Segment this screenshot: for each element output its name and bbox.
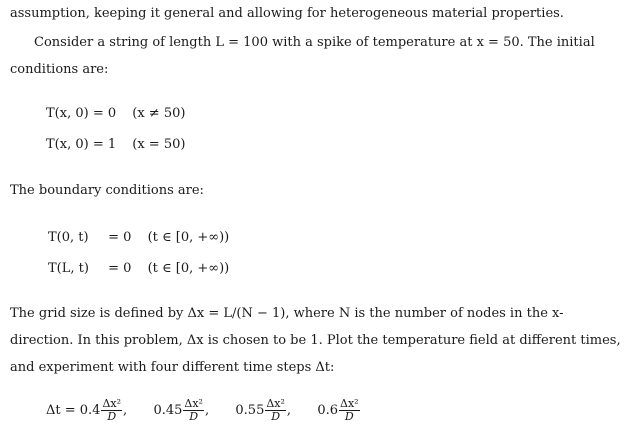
timestep-coef-3: 0.55 [235,403,265,418]
timestep-fraction-3 [265,398,286,423]
boundary-condition-2-rhs: = 0 [108,261,132,276]
timestep-fraction-4 [339,398,360,423]
timestep-list [46,398,361,423]
separator: , [286,403,292,418]
timestep-fraction-1 [101,398,122,423]
fraction-numerator: Δx² [266,397,285,410]
boundary-condition-1-cond: (t ∈ [0, +∞)) [147,230,230,245]
intro-line-2: Consider a string of length L = 100 with a spike of temperature at x = 50. The initial [34,35,595,50]
boundary-condition-2-lhs: T(L, t) [48,261,89,276]
fraction-denominator: D [344,410,354,423]
timestep-fraction-2 [183,398,204,423]
timestep-lhs: Δt = [46,403,80,418]
fraction-numerator: Δx² [184,397,203,410]
initial-condition-1-lhs: T(x, 0) = 0 [46,106,117,121]
boundary-heading: The boundary conditions are: [10,183,204,198]
boundary-condition-1-rhs: = 0 [108,230,132,245]
intro-line-3: conditions are: [10,62,109,77]
fraction-denominator: D [271,410,281,423]
initial-condition-1 [46,106,185,122]
timestep-coef-1: 0.4 [79,403,101,418]
separator: , [123,403,128,418]
fraction-numerator: Δx² [102,397,122,410]
fraction-numerator: Δx² [340,397,359,410]
fraction-denominator: D [107,410,117,423]
initial-condition-2-cond: (x = 50) [132,137,186,152]
boundary-condition-1 [48,230,229,246]
intro-line-1: assumption, keeping it general and allowing for heterogeneous material properties. [10,6,564,21]
grid-line-2: direction. In this problem, Δx is chosen to be 1. Plot the temperature field at different times, [10,333,621,348]
boundary-condition-2-cond: (t ∈ [0, +∞)) [147,261,230,276]
boundary-condition-2 [48,261,229,277]
initial-condition-2 [46,137,185,153]
initial-condition-1-cond: (x ≠ 50) [132,106,186,121]
grid-line-3: and experiment with four different time steps Δt: [10,360,335,375]
timestep-coef-4: 0.6 [317,403,339,418]
fraction-denominator: D [189,410,199,423]
separator: , [204,403,210,418]
initial-condition-2-lhs: T(x, 0) = 1 [46,137,117,152]
timestep-coef-2: 0.45 [153,403,183,418]
boundary-condition-1-lhs: T(0, t) [48,230,89,245]
grid-line-1: The grid size is defined by Δx = L/(N − 1), where N is the number of nodes in the x- [10,306,564,321]
